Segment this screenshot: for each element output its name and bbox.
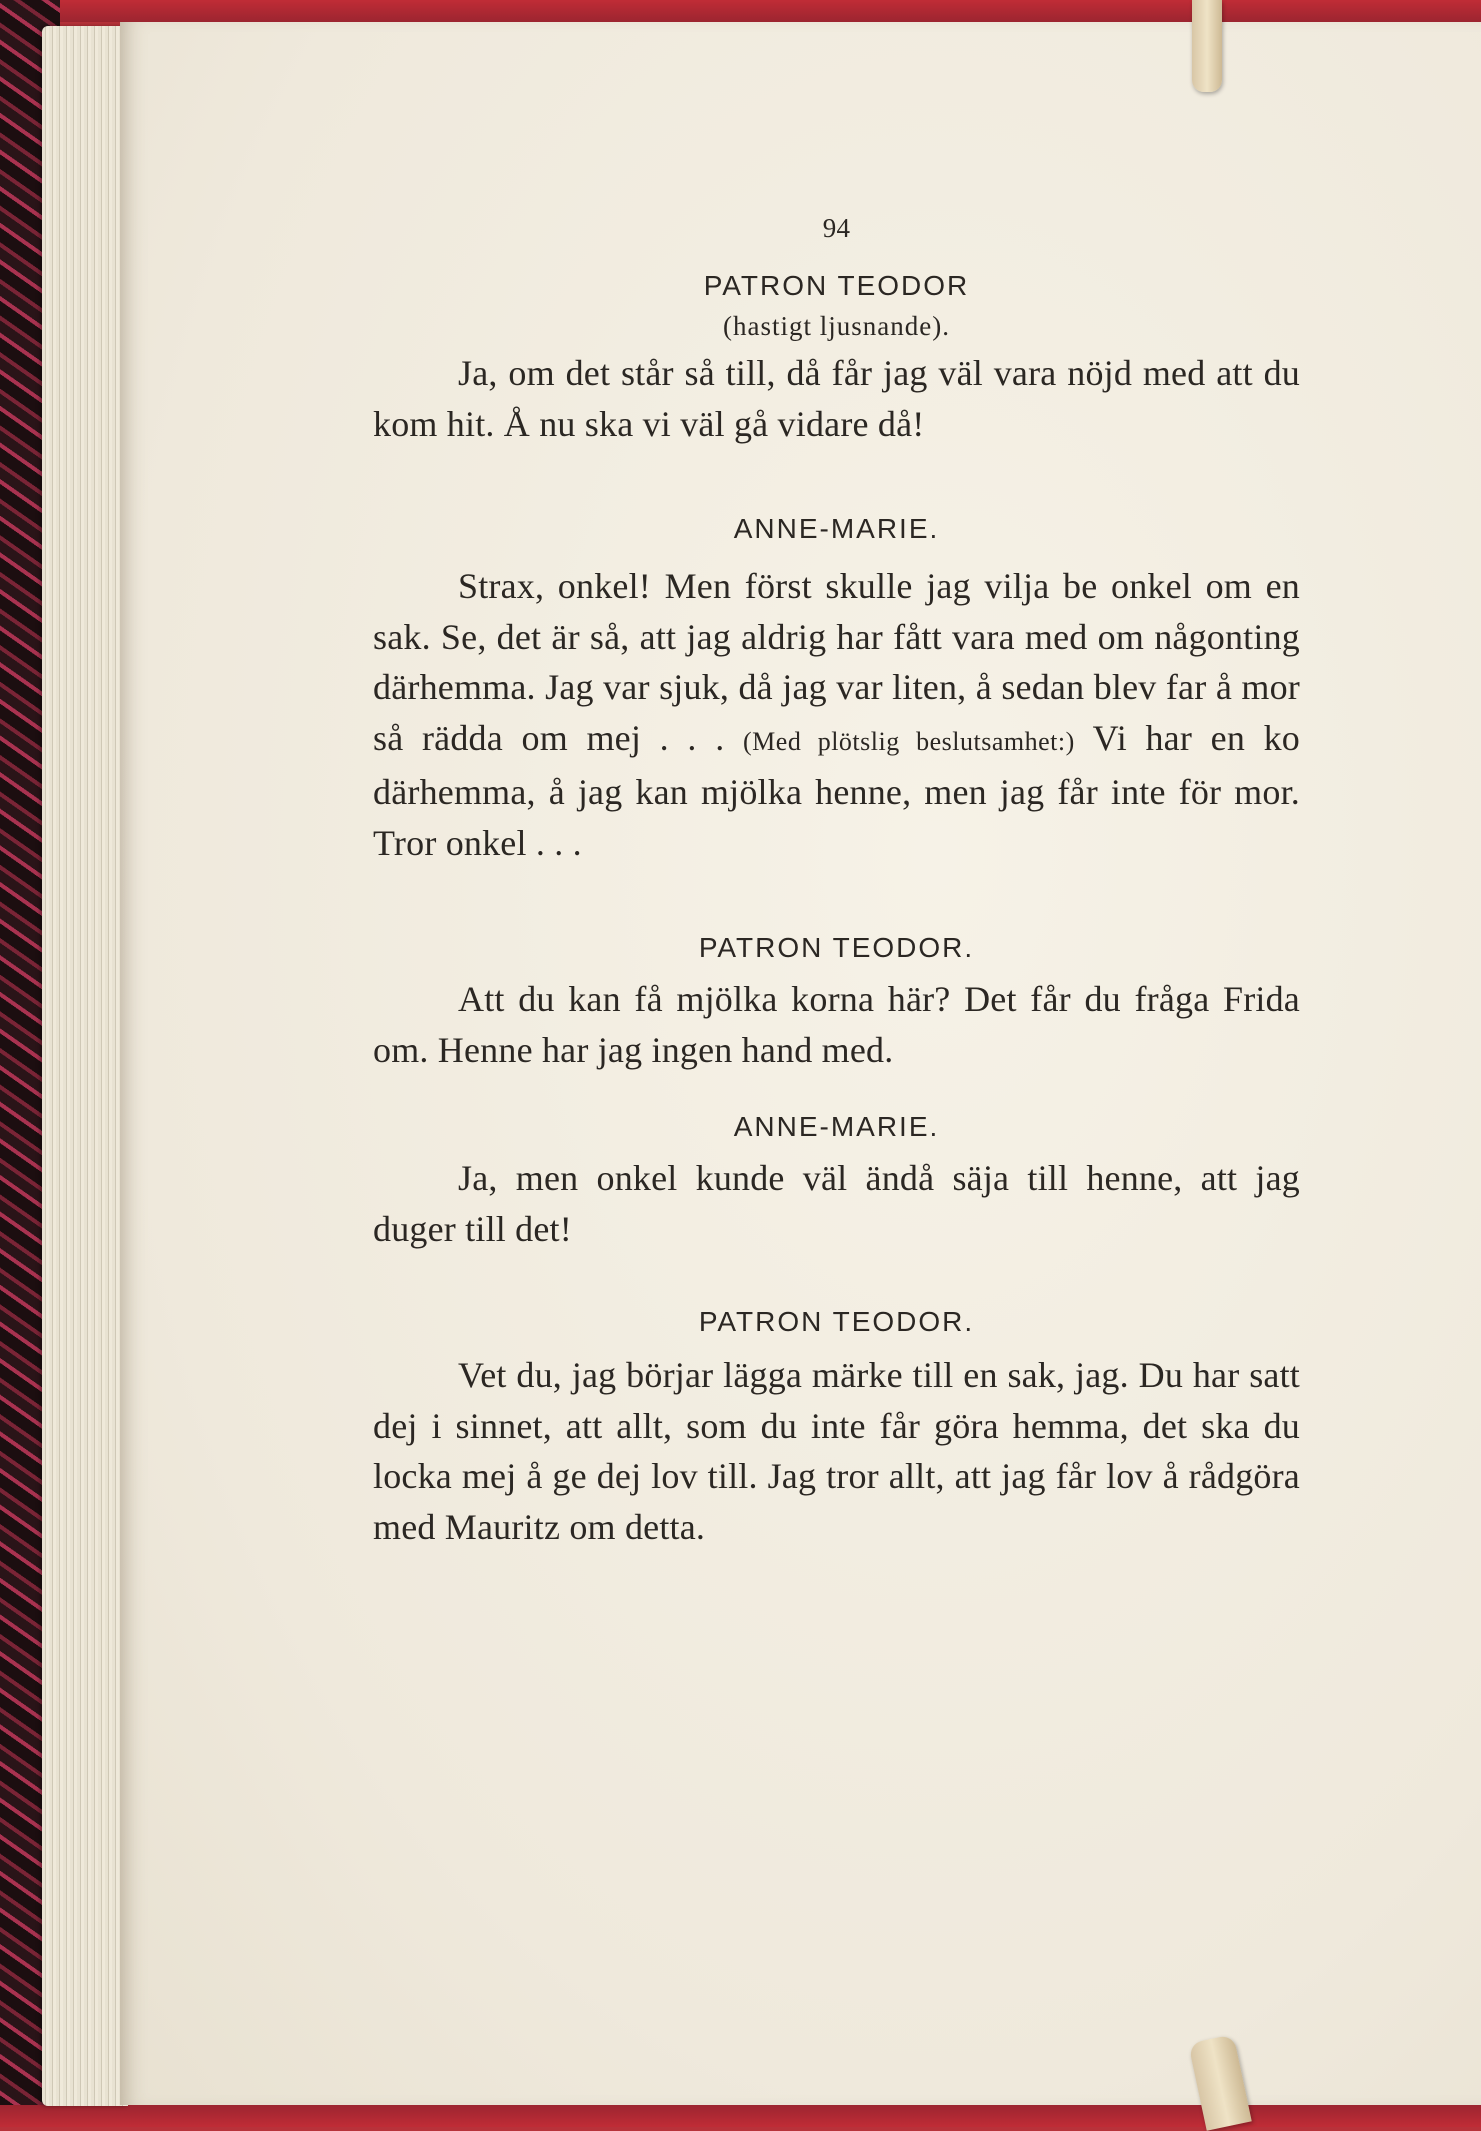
dialogue-paragraph <box>373 561 1300 868</box>
dialogue-paragraph: Vet du, jag börjar lägga märke till en sak, jag. Du har satt dej i sinnet, att allt, som du inte får göra hemma, det ska du locka mej å ge dej lov till. Jag tror allt, att jag får lov å rådgöra med Mauritz om detta. <box>373 1355 1300 1547</box>
speaker-name: ANNE-MARIE. <box>733 513 940 544</box>
speaker-name: PATRON TEODOR <box>703 270 970 301</box>
speaker-name: PATRON TEODOR. <box>698 932 975 963</box>
dialogue-text: Vi har en ko därhemma, å jag kan mjölka henne, men jag får inte för mor. Tror onkel . . . <box>373 717 1300 863</box>
page-text <box>373 208 1300 1552</box>
ribbon-bookmark-top <box>1192 0 1222 92</box>
book-cover-bottom <box>0 2105 1481 2127</box>
dialogue-paragraph: Ja, om det står så till, då får jag väl vara nöjd med att du kom hit. Å nu ska vi väl gå vidare då! <box>373 353 1300 444</box>
page-number: 94 <box>822 213 851 243</box>
page-edges <box>42 26 128 2106</box>
dialogue-paragraph: Ja, men onkel kunde väl ändå säja till henne, att jag duger till det! <box>373 1158 1300 1249</box>
stage-direction: (hastigt ljusnande). <box>723 311 950 341</box>
book-cover-top <box>0 0 1481 22</box>
inline-stage-direction: (Med plötslig beslutsamhet:) <box>743 726 1075 756</box>
dialogue-text: Strax, onkel! Men först skulle jag vilja be onkel om en sak. Se, det är så, att jag aldrig har fått vara med om någonting därhemma. Jag var sjuk, då jag var liten, å sedan blev far å mor så rädda om mej . . . <box>373 566 1300 758</box>
speaker-name: PATRON TEODOR. <box>698 1306 975 1337</box>
dialogue-paragraph: Att du kan få mjölka korna här? Det får du fråga Frida om. Henne har jag ingen hand med. <box>373 979 1300 1070</box>
speaker-name: ANNE-MARIE. <box>733 1111 940 1142</box>
